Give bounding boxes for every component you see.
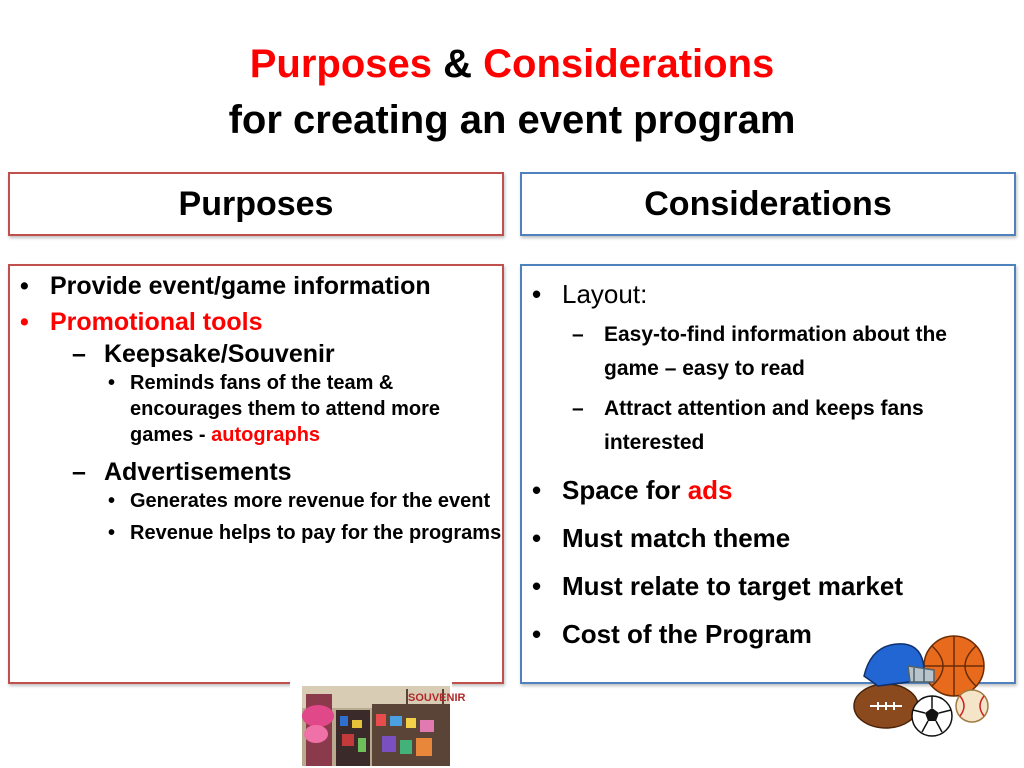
ad-detail-pay: • Revenue helps to pay for the programs [108, 520, 502, 546]
layout-sub-attract: – Attract attention and keeps fans interested [572, 392, 1004, 460]
purposes-header-label: Purposes [178, 184, 334, 223]
subitem-keepsake [72, 338, 502, 448]
ad-detail-revenue: • Generates more revenue for the event [108, 488, 502, 514]
sports-balls-clipart [848, 636, 988, 736]
sports-balls-icon [848, 636, 988, 736]
considerations-header-label: Considerations [644, 184, 892, 223]
slide-title [0, 36, 1024, 148]
souvenir-shop-photo [290, 672, 466, 766]
keepsake-detail [108, 370, 502, 448]
purpose-item-promotional [10, 306, 502, 546]
souvenir-shop-image [302, 686, 466, 766]
purposes-list [10, 270, 502, 546]
subitem-keepsake-label: Keepsake/Souvenir [104, 340, 335, 368]
purposes-panel [8, 264, 504, 684]
subitem-advertisements [72, 456, 502, 546]
consideration-target: • Must relate to target market [522, 568, 1014, 604]
consideration-layout-label: Layout: [562, 279, 648, 309]
consideration-cost: • Cost of the Program [522, 616, 1014, 652]
promotional-sublist [72, 338, 502, 546]
considerations-header [520, 172, 1016, 236]
layout-sublist [572, 318, 1004, 460]
title-purposes-word: Purposes [249, 42, 432, 86]
purpose-item-info: • Provide event/game information [10, 270, 502, 302]
consideration-space-text: Space for [562, 475, 688, 505]
keepsake-details [108, 370, 502, 448]
consideration-theme: • Must match theme [522, 520, 1014, 556]
subitem-advertisements-label: Advertisements [104, 458, 292, 486]
considerations-panel [520, 264, 1016, 684]
title-considerations-word: Considerations [483, 42, 775, 86]
purposes-header [8, 172, 504, 236]
layout-sub-easy: – Easy-to-find information about the game – easy to read [572, 318, 1004, 386]
consideration-space [522, 472, 1014, 508]
consideration-layout [522, 276, 1014, 460]
title-ampersand: & [432, 42, 484, 86]
keepsake-detail-highlight: autographs [211, 424, 321, 446]
title-line-2: for creating an event program [228, 98, 796, 142]
considerations-list [522, 276, 1014, 652]
title-line-1 [0, 36, 1024, 92]
consideration-space-highlight: ads [687, 475, 733, 505]
advertisement-details [108, 488, 502, 546]
souvenir-sign-text: SOUVENIR [408, 692, 466, 704]
purpose-item-promotional-label: Promotional tools [50, 308, 263, 336]
keepsake-detail-text: Reminds fans of the team & encourages them to attend more games - [130, 372, 441, 446]
